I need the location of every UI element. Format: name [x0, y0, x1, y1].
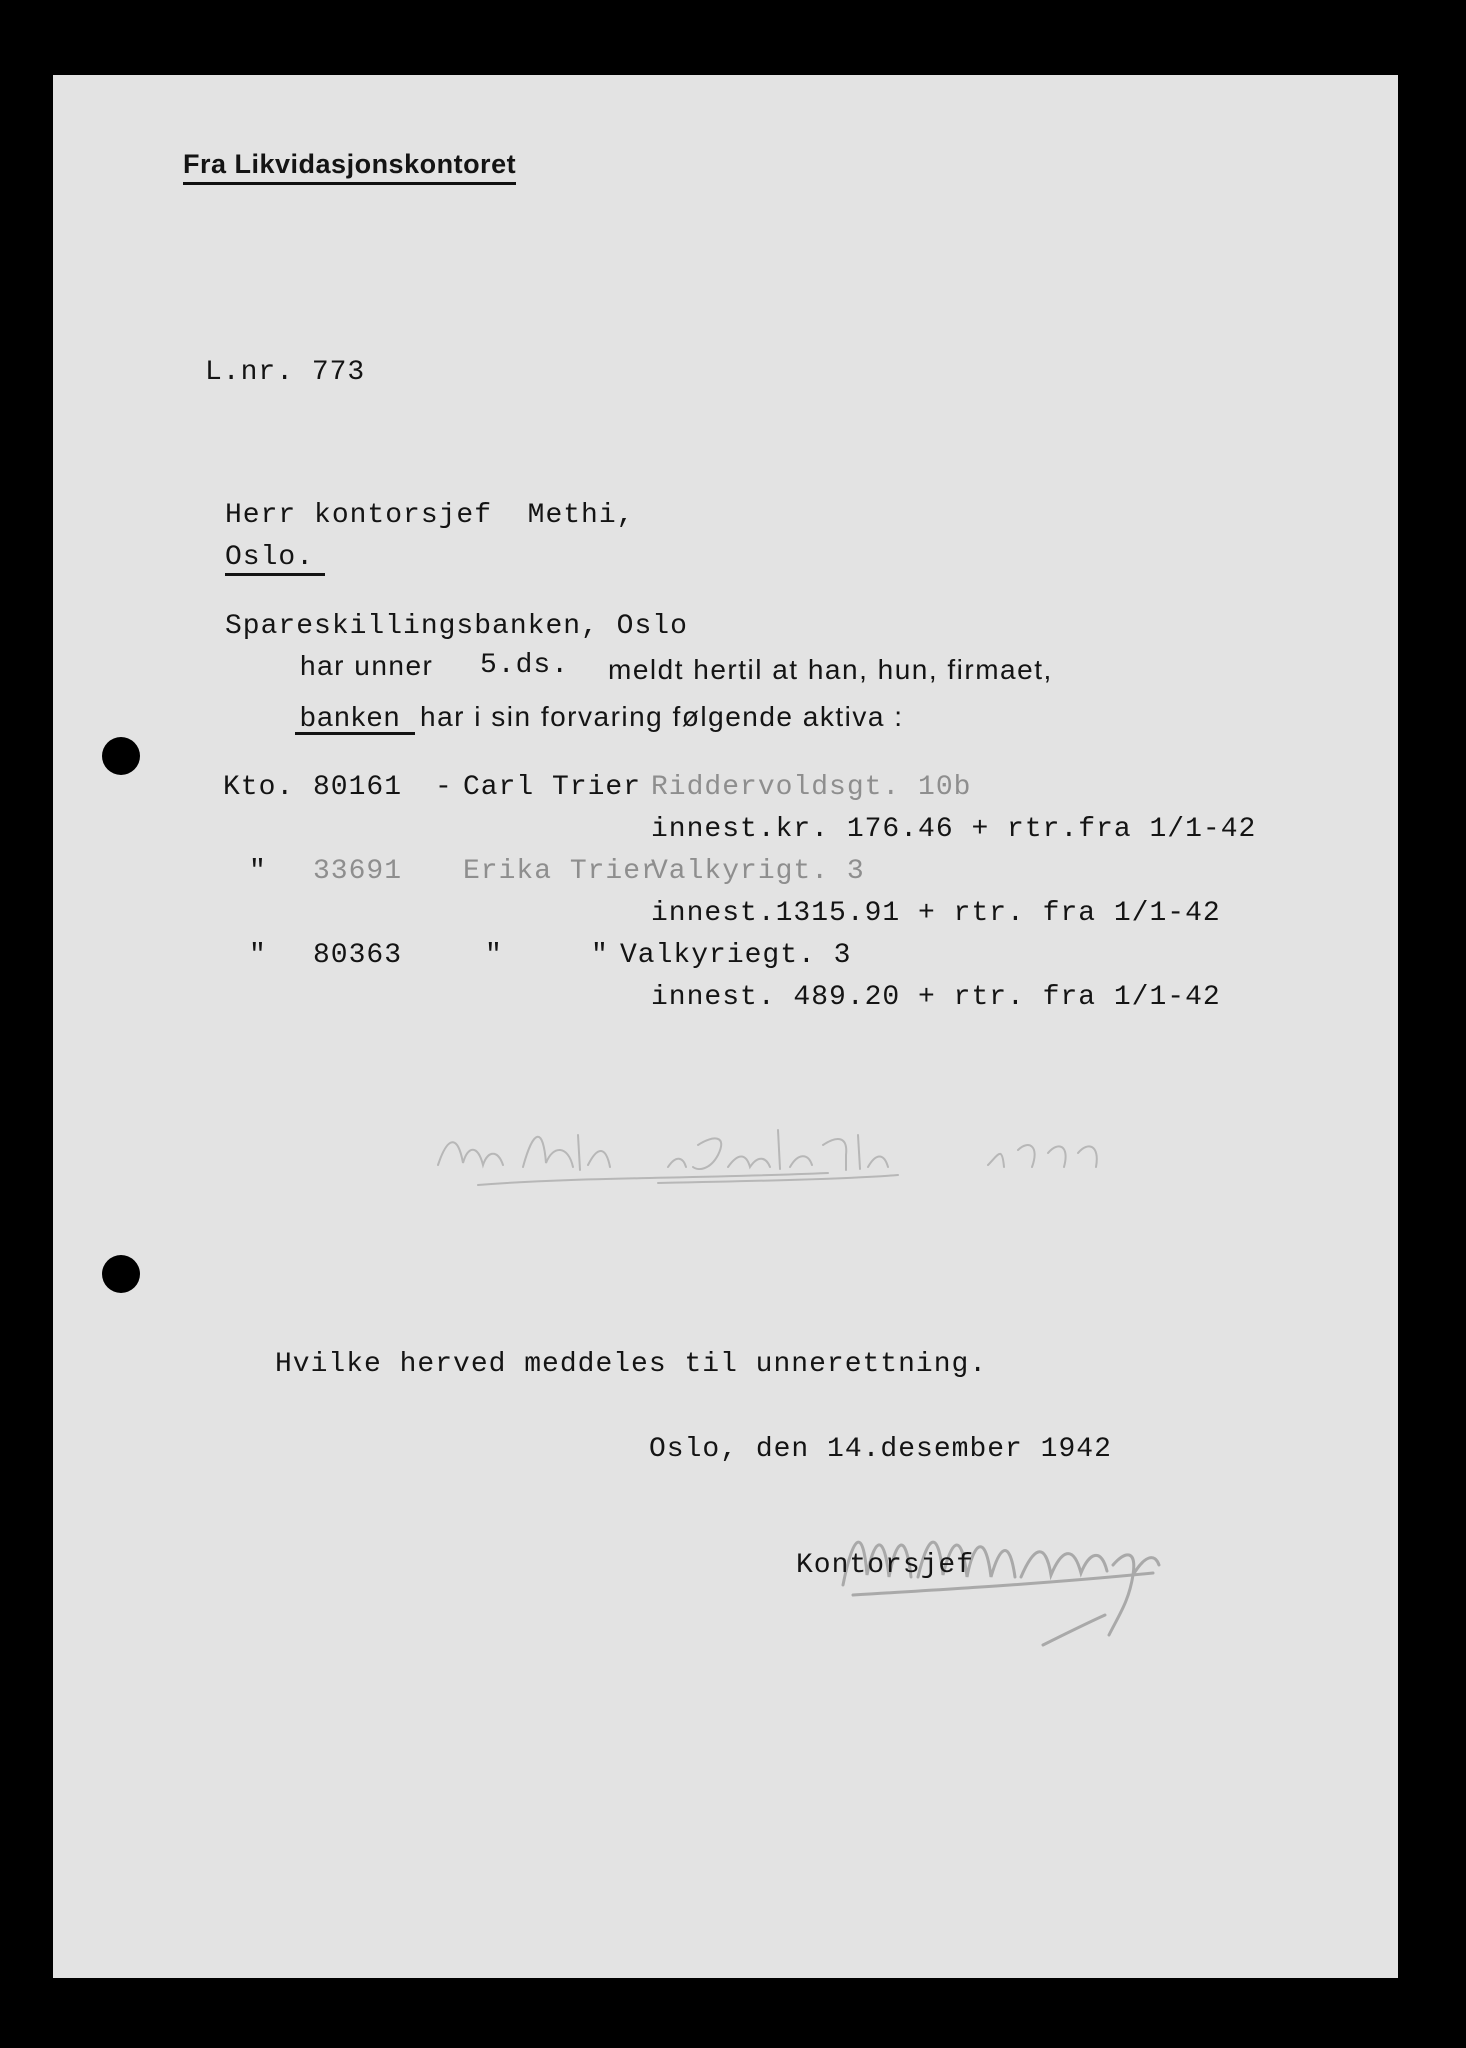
account-1-address: Riddervoldsgt. 10b — [651, 772, 972, 803]
account-3-prefix: " — [249, 940, 267, 971]
account-2-name: Erika Trier — [463, 856, 659, 887]
account-3-name-ditto-2: " — [591, 940, 609, 971]
sender-bank: Spareskillingsbanken, Oslo — [225, 611, 688, 642]
holding-banken: banken — [300, 701, 401, 732]
notice-date-ref: 5.ds. — [480, 650, 570, 681]
account-2-address: Valkyrigt. 3 — [651, 856, 865, 887]
account-1-detail: innest.kr. 176.46 + rtr.fra 1/1-42 — [651, 814, 1257, 845]
account-1-prefix: Kto. — [223, 772, 295, 803]
notice-meldt: meldt hertil at han, hun, firmaet, — [608, 654, 1053, 685]
account-3-name-ditto-1: " — [485, 940, 503, 971]
city-underline — [225, 573, 325, 576]
punch-hole-top — [102, 737, 140, 775]
reference-number: L.nr. 773 — [205, 357, 366, 388]
account-1-dash: - — [435, 772, 453, 803]
account-3-detail: innest. 489.20 + rtr. fra 1/1-42 — [651, 982, 1221, 1013]
holding-rest: har i sin forvaring følgende aktiva : — [420, 701, 904, 732]
place-date: Oslo, den 14.desember 1942 — [649, 1434, 1112, 1465]
recipient-line: Herr kontorsjef Methi, — [225, 500, 635, 531]
account-3-number: 80363 — [313, 940, 403, 971]
recipient-city: Oslo. — [225, 542, 315, 573]
signature-title: Kontorsjef — [796, 1550, 975, 1581]
account-3-address: Valkyriegt. 3 — [620, 940, 852, 971]
punch-hole-bottom — [102, 1255, 140, 1293]
account-2-prefix: " — [249, 856, 267, 887]
pencil-annotation — [428, 1075, 1188, 1215]
account-2-detail: innest.1315.91 + rtr. fra 1/1-42 — [651, 898, 1221, 929]
banken-underline — [295, 732, 415, 735]
account-1-name: Carl Trier — [463, 772, 642, 803]
account-2-number: 33691 — [313, 856, 403, 887]
letterhead: Fra Likvidasjonskontoret — [183, 149, 516, 185]
closing-sentence: Hvilke herved meddeles til unnerettning. — [275, 1349, 988, 1380]
document-page — [53, 75, 1398, 1978]
notice-har-unner: har unner — [300, 650, 434, 681]
account-1-number: 80161 — [313, 772, 403, 803]
